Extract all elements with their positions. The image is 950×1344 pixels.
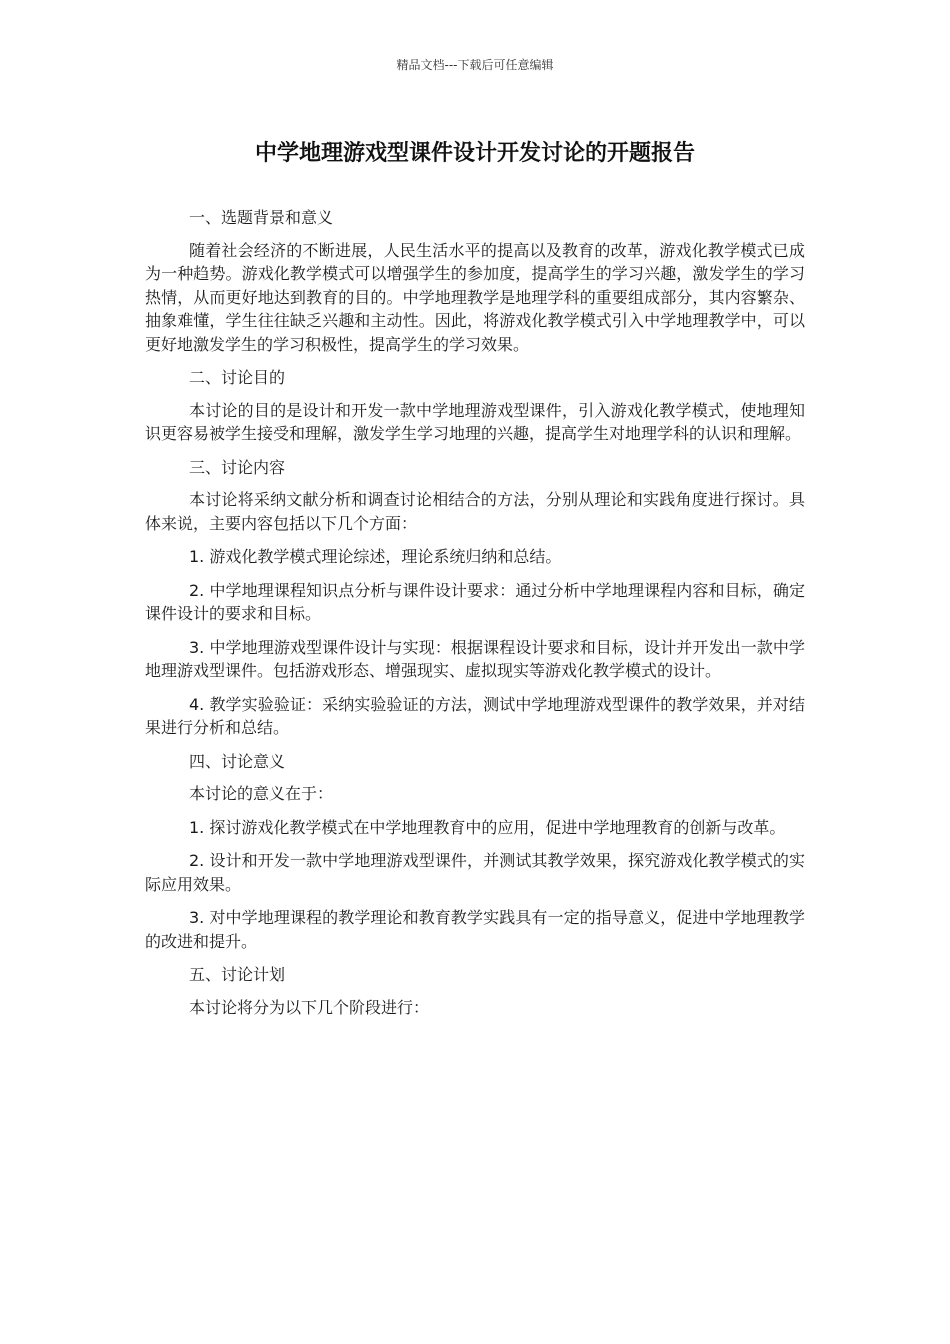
section-heading-purpose: 二、讨论目的 — [189, 368, 286, 387]
paragraph-content-intro: 本讨论将采纳文献分析和调查讨论相结合的方法，分别从理论和实践角度进行探讨。具体来说，主要内容包括以下几个方面： — [145, 490, 805, 533]
section-heading-content: 三、讨论内容 — [189, 457, 286, 477]
list-item-content-1: 1. 游戏化教学模式理论综述，理论系统归纳和总结。 — [189, 547, 562, 566]
list-item-content-3: 3. 中学地理游戏型课件设计与实现：根据课程设计要求和目标，设计并开发出一款中学地理游戏型课件。包括游戏形态、增强现实、虚拟现实等游戏化教学模式的设计。 — [145, 637, 805, 680]
document-title: 中学地理游戏型课件设计开发讨论的开题报告 — [254, 141, 695, 166]
list-item-significance-3: 3. 对中学地理课程的教学理论和教育教学实践具有一定的指导意义，促进中学地理教学的改进和提升。 — [145, 908, 805, 951]
paragraph-significance-intro: 本讨论的意义在于： — [189, 784, 334, 803]
list-item-content-4: 4. 教学实验验证：采纳实验验证的方法，测试中学地理游戏型课件的教学效果，并对结果进行分析和总结。 — [145, 694, 805, 737]
paragraph-background: 随着社会经济的不断进展，人民生活水平的提高以及教育的改革，游戏化教学模式已成为一种趋势。游戏化教学模式可以增强学生的参加度，提高学生的学习兴趣，激发学生的学习热情，从而更好地达到教育的目的。中学地理教学是地理学科的重要组成部分，其内容繁杂、抽象难懂，学生往往缺乏兴趣和主动性。因此，将游戏化教学模式引入中学地理教学中，可以更好地激发学生的学习积极性，提高学生的学习效果。 — [145, 240, 805, 354]
list-item-significance-2: 2. 设计和开发一款中学地理游戏型课件，并测试其教学效果，探究游戏化教学模式的实际应用效果。 — [145, 851, 805, 894]
section-heading-significance: 四、讨论意义 — [189, 751, 286, 771]
paragraph-plan-intro: 本讨论将分为以下几个阶段进行： — [189, 997, 430, 1017]
section-heading-plan: 五、讨论计划 — [189, 965, 286, 984]
header-note: 精品文档---下载后可任意编辑 — [396, 58, 554, 72]
list-item-content-2: 2. 中学地理课程知识点分析与课件设计要求：通过分析中学地理课程内容和目标，确定课件设计的要求和目标。 — [145, 580, 805, 623]
document-body — [145, 206, 805, 1029]
paragraph-purpose: 本讨论的目的是设计和开发一款中学地理游戏型课件，引入游戏化教学模式，使地理知识更容易被学生接受和理解，激发学生学习地理的兴趣，提高学生对地理学科的认识和理解。 — [145, 400, 805, 443]
section-heading-background: 一、选题背景和意义 — [189, 208, 334, 227]
list-item-significance-1: 1. 探讨游戏化教学模式在中学地理教育中的应用，促进中学地理教育的创新与改革。 — [189, 817, 786, 837]
